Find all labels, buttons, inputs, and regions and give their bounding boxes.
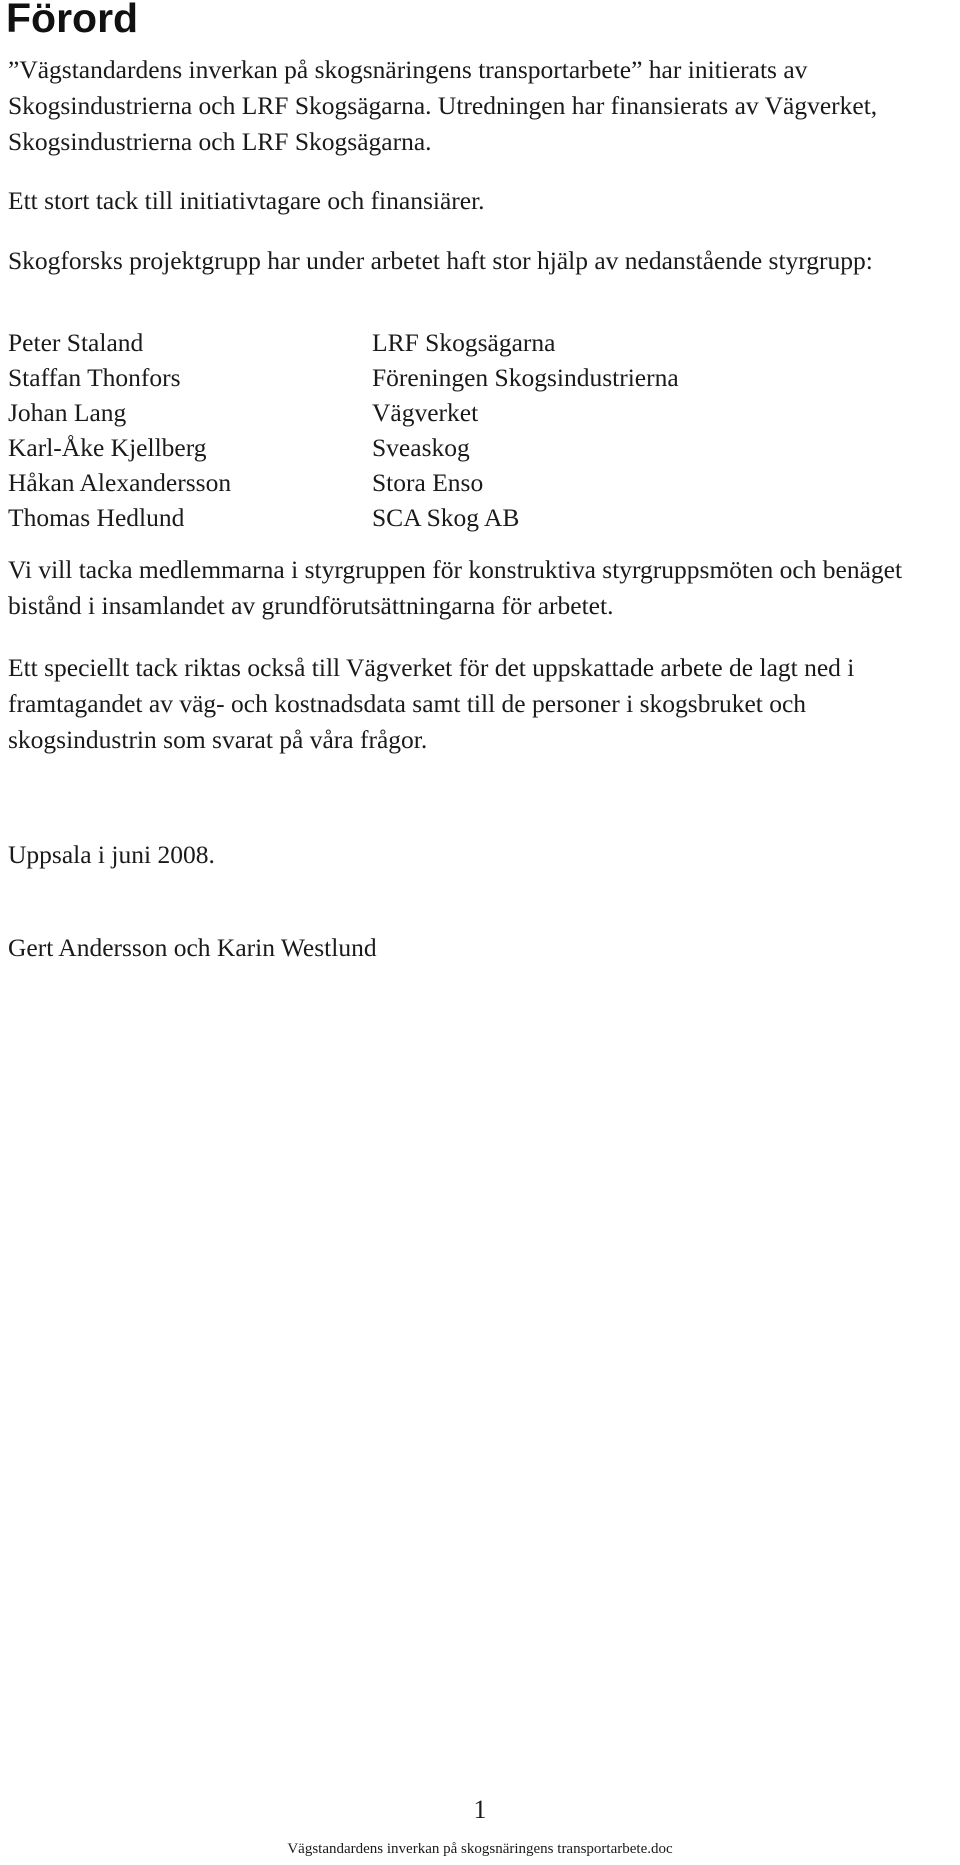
place-date: Uppsala i juni 2008.	[8, 840, 215, 869]
page-number: 1	[473, 1795, 487, 1824]
steering-group-member	[8, 360, 908, 395]
member-name: Karl-Åke Kjellberg	[8, 433, 207, 462]
member-organization: Stora Enso	[372, 468, 484, 497]
member-name: Håkan Alexandersson	[8, 468, 232, 497]
authors-signature: Gert Andersson och Karin Westlund	[8, 933, 377, 962]
member-organization: Sveaskog	[372, 433, 470, 462]
steering-group-member	[8, 325, 908, 360]
document-footer: Vägstandardens inverkan på skogsnäringens transportarbete.doc	[287, 1841, 673, 1857]
group-thanks-paragraph: Vi vill tacka medlemmarna i styrgruppen för konstruktiva styrgruppsmöten och benäget bistånd i insamlandet av grundförutsättningarna för arbetet.	[8, 555, 903, 620]
steering-group-member	[8, 430, 908, 465]
member-organization: Föreningen Skogsindustrierna	[372, 363, 679, 392]
steering-group-member	[8, 395, 908, 430]
intro-paragraph: ”Vägstandardens inverkan på skogsnäringens transportarbete” har initierats av Skogsindustrierna och LRF Skogsägarna. Utredningen har finansierats av Vägverket, Skogsindustrierna och LRF Skogsägarna.	[8, 55, 878, 156]
special-thanks-paragraph: Ett speciellt tack riktas också till Vägverket för det uppskattade arbete de lagt ned i framtagandet av väg- och kostnadsdata samt till de personer i skogsbruket och skogsindustrin som svarat på våra frågor.	[8, 653, 855, 754]
group-intro-paragraph: Skogforsks projektgrupp har under arbetet haft stor hjälp av nedanstående styrgrupp:	[8, 246, 873, 275]
member-name: Johan Lang	[8, 398, 127, 427]
steering-group-member	[8, 500, 908, 535]
member-name: Staffan Thonfors	[8, 363, 181, 392]
member-name: Peter Staland	[8, 328, 144, 357]
member-name: Thomas Hedlund	[8, 503, 185, 532]
member-organization: SCA Skog AB	[372, 503, 520, 532]
page-title: Förord	[6, 0, 139, 41]
thanks-paragraph: Ett stort tack till initiativtagare och finansiärer.	[8, 186, 485, 215]
steering-group-member	[8, 465, 908, 500]
steering-group-list	[8, 325, 908, 535]
member-organization: Vägverket	[372, 398, 479, 427]
member-organization: LRF Skogsägarna	[372, 328, 556, 357]
